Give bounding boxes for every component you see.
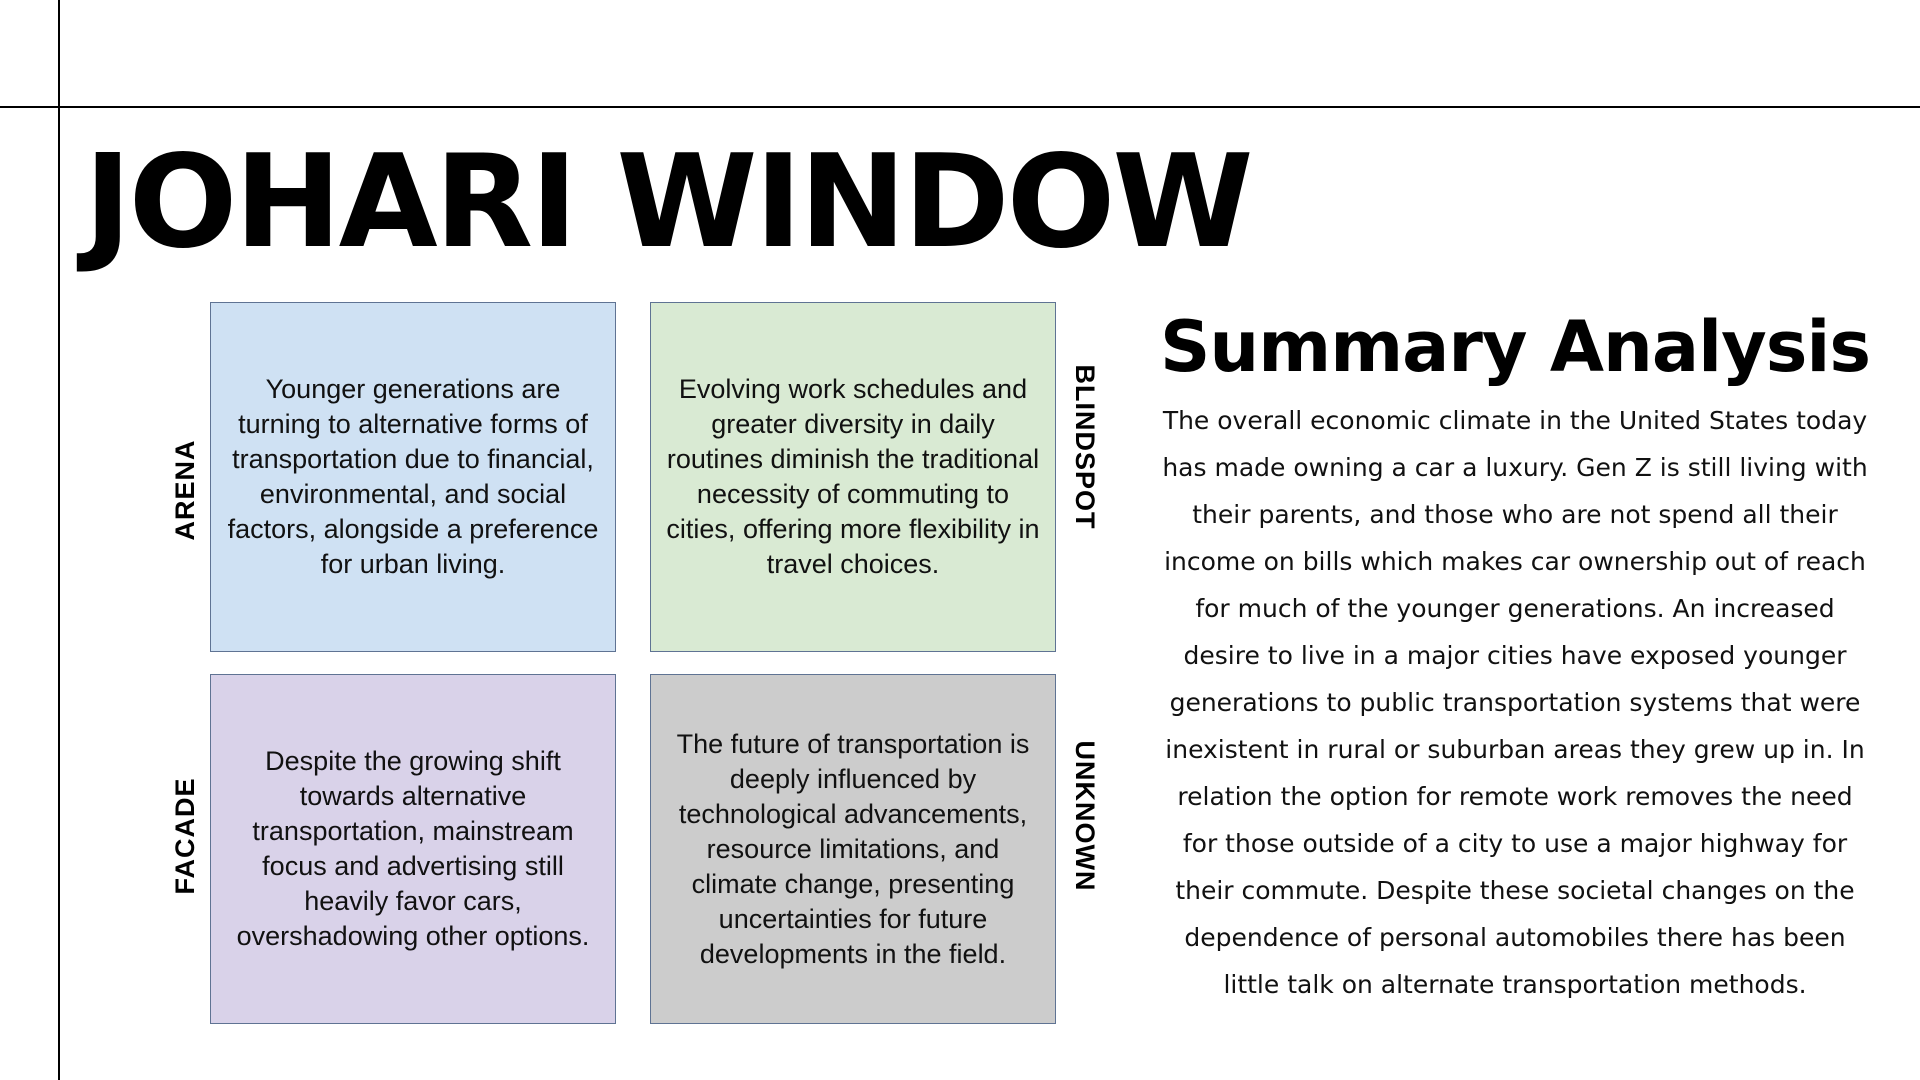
- facade-text: Despite the growing shift towards alternative transportation, mainstream focus and advertising still heavily favor cars, overshadowing other options.: [236, 746, 590, 951]
- unknown-quadrant: [650, 674, 1056, 1024]
- summary-text: The overall economic climate in the United States today has made owning a car a luxury. Gen Z is still living with their parents, and those who are not spend all their income on bills which makes car ownership out of reach for much of the younger generations. An increased desire to live in a major cities have exposed younger generations to public transportation systems that were inexistent in rural or suburban areas they grew up in. In relation the option for remote work removes the need for those outside of a city to use a major highway for their commute. Despite these societal changes on the dependence of personal automobiles there has been little talk on alternate transportation methods.: [1162, 406, 1868, 999]
- unknown-label: UNKNOWN: [1070, 740, 1100, 892]
- arena-text: Younger generations are turning to alternative forms of transportation due to financial, environmental, and social factors, alongside a preference for urban living.: [227, 374, 599, 579]
- unknown-text: The future of transportation is deeply influenced by technological advancements, resource limitations, and climate change, presenting uncertainties for future developments in the field.: [676, 728, 1030, 969]
- arena-quadrant: [210, 302, 616, 652]
- blindspot-label: BLINDSPOT: [1070, 364, 1100, 530]
- facade-label: FACADE: [170, 777, 200, 895]
- arena-label: ARENA: [170, 439, 200, 541]
- summary-title: Summary Analysis: [1160, 306, 1871, 388]
- slide-title: JOHARI WINDOW: [84, 128, 1251, 277]
- blindspot-text: Evolving work schedules and greater diversity in daily routines diminish the traditional necessity of commuting to cities, offering more flexibility in travel choices.: [666, 374, 1040, 579]
- facade-quadrant: [210, 674, 616, 1024]
- top-divider-line: [0, 106, 1920, 108]
- left-divider-line: [58, 0, 60, 1080]
- blindspot-quadrant: [650, 302, 1056, 652]
